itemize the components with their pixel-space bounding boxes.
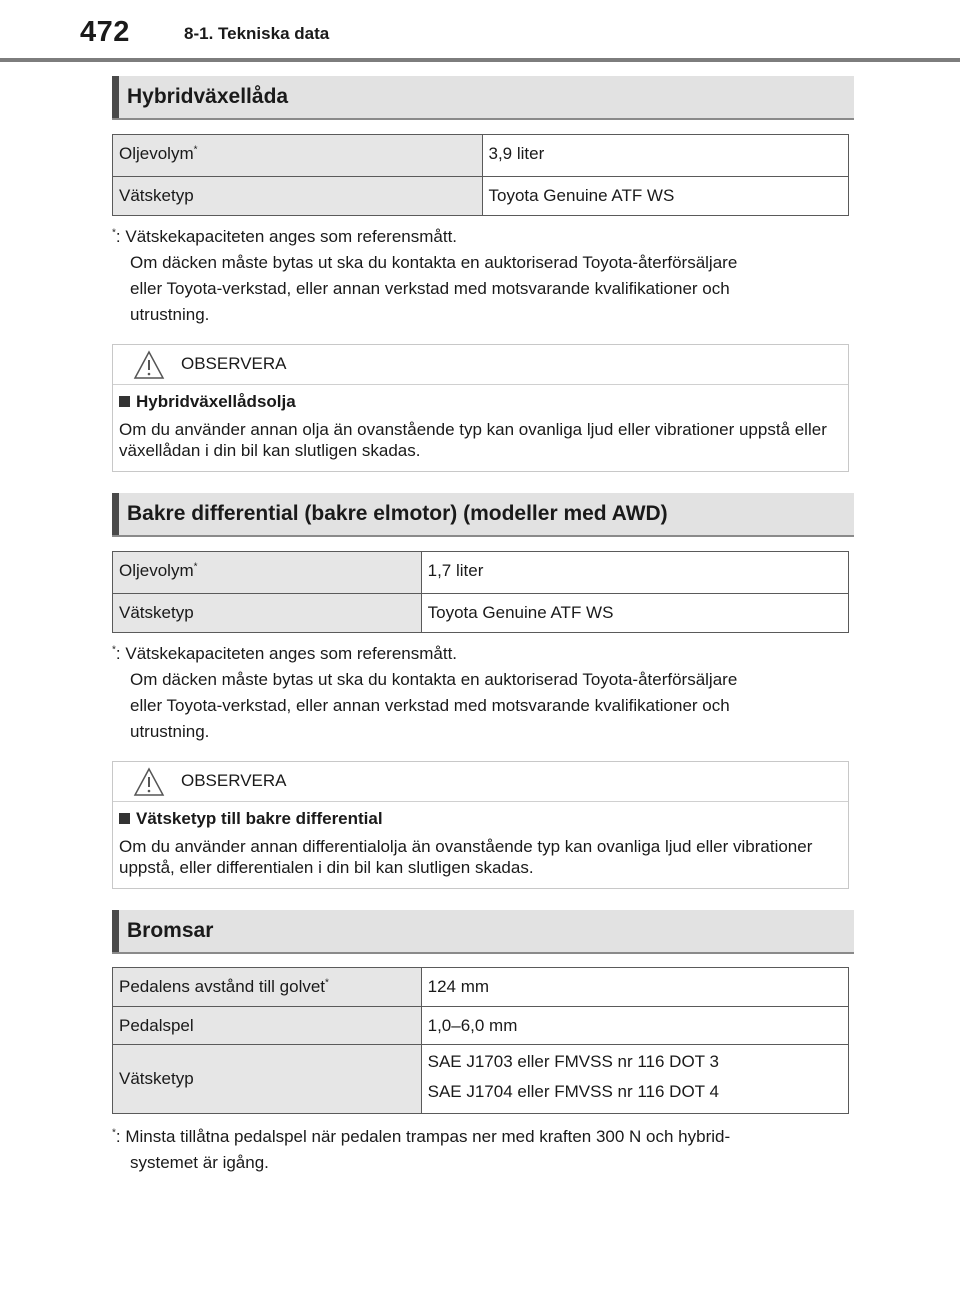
- spec-value: 1,7 liter: [421, 552, 848, 594]
- spec-value: Toyota Genuine ATF WS: [421, 594, 848, 633]
- table-row: [113, 552, 849, 594]
- caution-subtitle: Hybridväxellådsolja: [113, 385, 848, 413]
- spec-value-list: [421, 1045, 848, 1114]
- table-row: [113, 1045, 849, 1114]
- heading-accent-bar: [112, 910, 119, 952]
- table-row: [113, 968, 849, 1007]
- spec-key: Pedalens avstånd till golvet*: [113, 968, 422, 1007]
- section-heading-brakes: [112, 910, 854, 954]
- footnote: *: Minsta tillåtna pedalspel när pedalen trampas ner med kraften 300 N och hybrid- systemet är igång.: [112, 1124, 852, 1176]
- square-bullet-icon: [119, 813, 130, 824]
- section-title: Bromsar: [127, 919, 214, 942]
- footnote-line: eller Toyota-verkstad, eller annan verkstad med motsvarande kvalifikationer och: [130, 696, 730, 715]
- spec-value: 3,9 liter: [482, 135, 849, 177]
- section-heading-hybrid-transmission: [112, 76, 854, 120]
- spec-key: Vätsketyp: [113, 594, 422, 633]
- page-header: [0, 0, 960, 62]
- caution-title: OBSERVERA: [181, 354, 287, 373]
- footnote-mark: *: [112, 227, 116, 239]
- footnote: *: Vätskekapaciteten anges som referensmått. Om däcken måste bytas ut ska du kontakta en auktoriserad Toyota-återförsäljare eller Toyota-verkstad, eller annan verkstad med motsvarande kvalifikationer och utrustning.: [112, 641, 852, 745]
- heading-accent-bar: [112, 76, 119, 118]
- footnote-line: systemet är igång.: [130, 1153, 269, 1172]
- caution-header: [113, 762, 848, 802]
- table-row: [113, 1007, 849, 1045]
- caution-body: Om du använder annan differentialolja än ovanstående typ kan ovanliga ljud eller vibrationer uppstå, eller differentialen i din bil kan slutligen skadas.: [119, 837, 813, 877]
- footnote-mark: *: [193, 144, 198, 156]
- spec-key: Vätsketyp: [113, 1045, 422, 1114]
- spec-value: 124 mm: [421, 968, 848, 1007]
- footnote-line: Om däcken måste bytas ut ska du kontakta en auktoriserad Toyota-återförsäljare: [130, 670, 738, 689]
- footnote-mark: *: [325, 977, 329, 989]
- caution-title: OBSERVERA: [181, 771, 287, 790]
- table-row: [113, 594, 849, 633]
- footnote-mark: *: [112, 644, 116, 656]
- spec-value: Toyota Genuine ATF WS: [482, 177, 849, 216]
- footnote-line: Om däcken måste bytas ut ska du kontakta en auktoriserad Toyota-återförsäljare: [130, 253, 738, 272]
- table-row: [113, 177, 849, 216]
- section-title: Bakre differential (bakre elmotor) (modeller med AWD): [127, 502, 668, 525]
- footnote-line: eller Toyota-verkstad, eller annan verkstad med motsvarande kvalifikationer och: [130, 279, 730, 298]
- warning-triangle-icon: [133, 767, 165, 797]
- spec-table-brakes: [112, 967, 849, 1114]
- spec-key: Oljevolym*: [113, 135, 483, 177]
- caution-subtitle: Vätsketyp till bakre differential: [113, 802, 848, 830]
- caution-box: [112, 344, 849, 472]
- square-bullet-icon: [119, 396, 130, 407]
- spec-key: Pedalspel: [113, 1007, 422, 1045]
- spec-value: 1,0–6,0 mm: [421, 1007, 848, 1045]
- spec-table-hybrid-transmission: [112, 134, 849, 216]
- caution-header: [113, 345, 848, 385]
- footnote-mark: *: [193, 561, 198, 573]
- footnote-line: utrustning.: [130, 722, 210, 741]
- spec-key: Oljevolym*: [113, 552, 422, 594]
- spec-table-rear-differential: [112, 551, 849, 633]
- caution-box: [112, 761, 849, 889]
- footnote-line: utrustning.: [130, 305, 210, 324]
- caution-body: Om du använder annan olja än ovanstående typ kan ovanliga ljud eller vibrationer uppstå eller växellådan i din bil kan slutligen skadas.: [119, 420, 827, 460]
- header-divider: [0, 58, 960, 62]
- warning-triangle-icon: [133, 350, 165, 380]
- section-heading-rear-differential: [112, 493, 854, 537]
- page-number: 472: [80, 16, 130, 48]
- section-title: Hybridväxellåda: [127, 85, 289, 108]
- footnote: *: Vätskekapaciteten anges som referensmått. Om däcken måste bytas ut ska du kontakta en auktoriserad Toyota-återförsäljare eller Toyota-verkstad, eller annan verkstad med motsvarande kvalifikationer och utrustning.: [112, 224, 852, 328]
- footnote-mark: *: [112, 1127, 116, 1139]
- spec-key: Vätsketyp: [113, 177, 483, 216]
- heading-accent-bar: [112, 493, 119, 535]
- chapter-title: 8-1. Tekniska data: [184, 24, 330, 43]
- spec-value: SAE J1704 eller FMVSS nr 116 DOT 4: [427, 1082, 719, 1101]
- table-row: [113, 135, 849, 177]
- spec-value: SAE J1703 eller FMVSS nr 116 DOT 3: [427, 1052, 719, 1071]
